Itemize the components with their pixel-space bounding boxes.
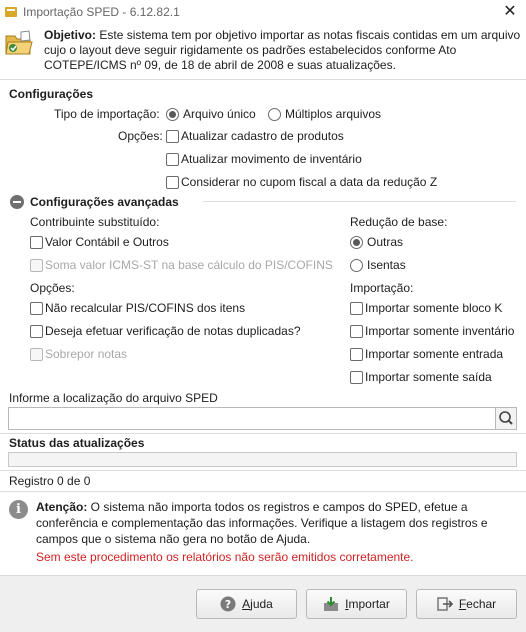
import-icon — [323, 596, 339, 612]
checkbox-only-exit[interactable] — [350, 371, 363, 384]
collapse-advanced-icon[interactable] — [10, 195, 24, 209]
progress-bar — [8, 452, 517, 467]
checkbox-update-inventory-label[interactable]: Atualizar movimento de inventário — [181, 152, 362, 166]
checkbox-no-recalc-pis-cofins-label[interactable]: Não recalcular PIS/COFINS dos itens — [45, 301, 246, 315]
status-title: Status das atualizações — [9, 436, 145, 450]
window-title: Importação SPED - 6.12.82.1 — [23, 5, 180, 19]
radio-exempt[interactable] — [350, 259, 363, 272]
checkbox-only-exit-label[interactable]: Importar somente saída — [365, 370, 492, 384]
exit-icon — [437, 596, 453, 612]
checkbox-no-recalc-pis-cofins[interactable] — [30, 302, 43, 315]
record-counter: Registro 0 de 0 — [9, 474, 91, 488]
checkbox-accounting-value[interactable] — [30, 236, 43, 249]
search-icon — [496, 408, 516, 429]
config-section-title: Configurações — [9, 87, 94, 101]
checkbox-only-inventory-label[interactable]: Importar somente inventário — [365, 324, 515, 338]
objective-description: Este sistema tem por objetivo importar as notas fiscais contidas em um arquivo cujo o layout deve seguir rigidamente os padrões estabelecidos conforme Ato COTEPE/ICMS nº 09, de 18 de abril de 2008 e suas atualizações. — [44, 28, 521, 72]
divider — [0, 433, 526, 434]
objective-text — [44, 28, 524, 73]
substitute-label: Contribuinte substituído: — [30, 215, 160, 229]
close-window-button[interactable]: ✕ — [503, 3, 517, 20]
checkbox-overwrite-notes — [30, 348, 43, 361]
svg-text:?: ? — [224, 598, 232, 611]
advanced-divider — [203, 201, 516, 202]
app-icon — [5, 6, 17, 18]
import-button[interactable] — [306, 589, 407, 619]
help-button[interactable] — [196, 589, 297, 619]
close-button[interactable] — [416, 589, 517, 619]
warning-text — [36, 499, 522, 547]
checkbox-update-products-label[interactable]: Atualizar cadastro de produtos — [181, 129, 344, 143]
checkbox-only-entry-label[interactable]: Importar somente entrada — [365, 347, 504, 361]
checkbox-accounting-value-label[interactable]: Valor Contábil e Outros — [45, 235, 169, 249]
checkbox-sum-icms-st-label: Soma valor ICMS-ST na base cálculo do PIS/COFINS — [45, 258, 333, 272]
advanced-section-title[interactable]: Configurações avançadas — [30, 195, 179, 209]
base-reduction-label: Redução de base: — [350, 215, 448, 229]
checkbox-update-inventory[interactable] — [166, 153, 179, 166]
radio-multiple-files-label[interactable]: Múltiplos arquivos — [285, 107, 382, 121]
objective-label: Objetivo: — [44, 28, 97, 42]
checkbox-sum-icms-st — [30, 259, 43, 272]
checkbox-overwrite-notes-label: Sobrepor notas — [45, 347, 128, 361]
checkbox-only-block-k-label[interactable]: Importar somente bloco K — [365, 301, 503, 315]
checkbox-only-entry[interactable] — [350, 348, 363, 361]
import-button-label: Importar — [345, 597, 390, 611]
divider — [0, 79, 526, 80]
close-button-label: Fechar — [458, 597, 497, 611]
import-filter-label: Importação: — [350, 281, 414, 295]
file-path-input[interactable] — [8, 407, 496, 430]
checkbox-reduction-z-date[interactable] — [166, 176, 179, 189]
radio-multiple-files[interactable] — [268, 108, 281, 121]
warning-label: Atenção: — [36, 500, 88, 514]
radio-single-file-label[interactable]: Arquivo único — [183, 107, 256, 121]
checkbox-only-block-k[interactable] — [350, 302, 363, 315]
info-icon: i — [9, 500, 28, 519]
file-location-label: Informe a localização do arquivo SPED — [9, 391, 218, 405]
divider — [0, 491, 526, 492]
divider — [0, 470, 526, 471]
help-icon — [220, 596, 236, 612]
checkbox-check-duplicates-label[interactable]: Deseja efetuar verificação de notas duplicadas? — [45, 324, 301, 338]
radio-others[interactable] — [350, 236, 363, 249]
help-button-label: Ajuda — [242, 597, 273, 611]
options-label: Opções: — [118, 129, 163, 143]
checkbox-check-duplicates[interactable] — [30, 325, 43, 338]
checkbox-reduction-z-date-label[interactable]: Considerar no cupom fiscal a data da redução Z — [181, 175, 438, 189]
checkbox-update-products[interactable] — [166, 130, 179, 143]
folder-open-icon — [4, 30, 34, 56]
radio-exempt-label[interactable]: Isentas — [367, 258, 406, 272]
warning-red-text: Sem este procedimento os relatórios não serão emitidos corretamente. — [36, 550, 414, 564]
radio-single-file[interactable] — [166, 108, 179, 121]
radio-others-label[interactable]: Outras — [367, 235, 404, 249]
warning-description: O sistema não importa todos os registros e campos do SPED, efetue a conferência e complementação das informações. Verifique a listagem dos registros e campos que o sistema não gera no botão de Ajuda. — [36, 500, 488, 546]
checkbox-only-inventory[interactable] — [350, 325, 363, 338]
browse-file-button[interactable] — [495, 407, 517, 430]
advanced-options-label: Opções: — [30, 281, 75, 295]
import-type-label: Tipo de importação: — [54, 107, 160, 121]
